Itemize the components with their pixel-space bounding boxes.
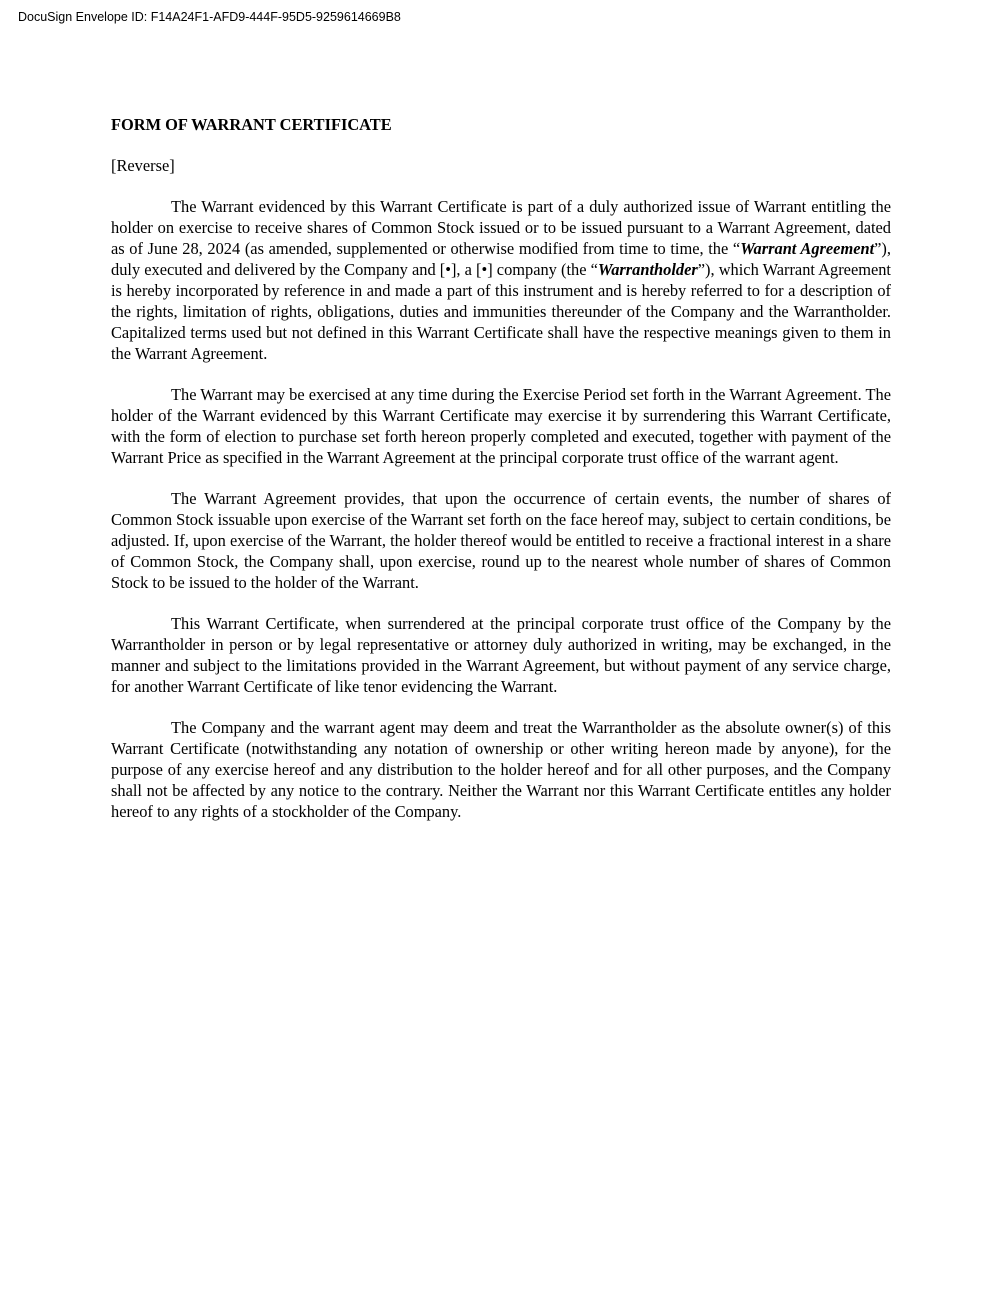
docusign-envelope-id: DocuSign Envelope ID: F14A24F1-AFD9-444F-95D5-9259614669B8 [18, 10, 401, 24]
document-page [111, 114, 891, 822]
paragraph-ownership: The Company and the warrant agent may deem and treat the Warrantholder as the absolute owner(s) of this Warrant Certificate (notwithstanding any notation of ownership or other writing hereon made by anyone), for the purpose of any exercise hereof and any distribution to the holder hereof and for all other purposes, and the Company shall not be affected by any notice to the contrary. Neither the Warrant nor this Warrant Certificate entitles any holder hereof to any rights of a stockholder of the Company. [111, 718, 891, 821]
defined-term-warrantholder: Warrantholder [597, 260, 698, 279]
paragraph-text: ”), duly executed and delivered by the Company and [•], a [•] company (the “ [111, 239, 891, 279]
defined-term-warrant-agreement: Warrant Agreement [740, 239, 875, 258]
paragraph-adjustment: The Warrant Agreement provides, that upon the occurrence of certain events, the number of shares of Common Stock issuable upon exercise of the Warrant set forth on the face hereof may, subject to certain conditions, be adjusted. If, upon exercise of the Warrant, the holder thereof would be entitled to receive a fractional interest in a share of Common Stock, the Company shall, upon exercise, round up to the nearest whole number of shares of Common Stock to be issued to the holder of the Warrant. [111, 489, 891, 592]
paragraph-text: The Warrant evidenced by this Warrant Certificate is part of a duly authorized issue of Warrant entitling the holder on exercise to receive shares of Common Stock issued or to be issued pursuant to a Warrant Agreement, dated as of June 28, 2024 (as amended, supplemented or otherwise modified from time to time, the “ [111, 197, 891, 258]
document-subtitle: [Reverse] [111, 156, 175, 175]
paragraph-text: ”), which Warrant Agreement is hereby incorporated by reference in and made a part of this instrument and is hereby referred to for a description of the rights, limitation of rights, obligations, duties and immunities thereunder of the Company and the Warrantholder. Capitalized terms used but not defined in this Warrant Certificate shall have the respective meanings given to them in the Warrant Agreement. [111, 260, 891, 363]
document-title: FORM OF WARRANT CERTIFICATE [111, 115, 392, 134]
paragraph-exchange: This Warrant Certificate, when surrendered at the principal corporate trust office of the Company by the Warrantholder in person or by legal representative or attorney duly authorized in writing, may be exchanged, in the manner and subject to the limitations provided in the Warrant Agreement, but without payment of any service charge, for another Warrant Certificate of like tenor evidencing the Warrant. [111, 614, 891, 696]
paragraph-exercise: The Warrant may be exercised at any time during the Exercise Period set forth in the Warrant Agreement. The holder of the Warrant evidenced by this Warrant Certificate may exercise it by surrendering this Warrant Certificate, with the form of election to purchase set forth hereon properly completed and executed, together with payment of the Warrant Price as specified in the Warrant Agreement at the principal corporate trust office of the warrant agent. [111, 385, 891, 467]
paragraph-incorporation [111, 196, 891, 364]
